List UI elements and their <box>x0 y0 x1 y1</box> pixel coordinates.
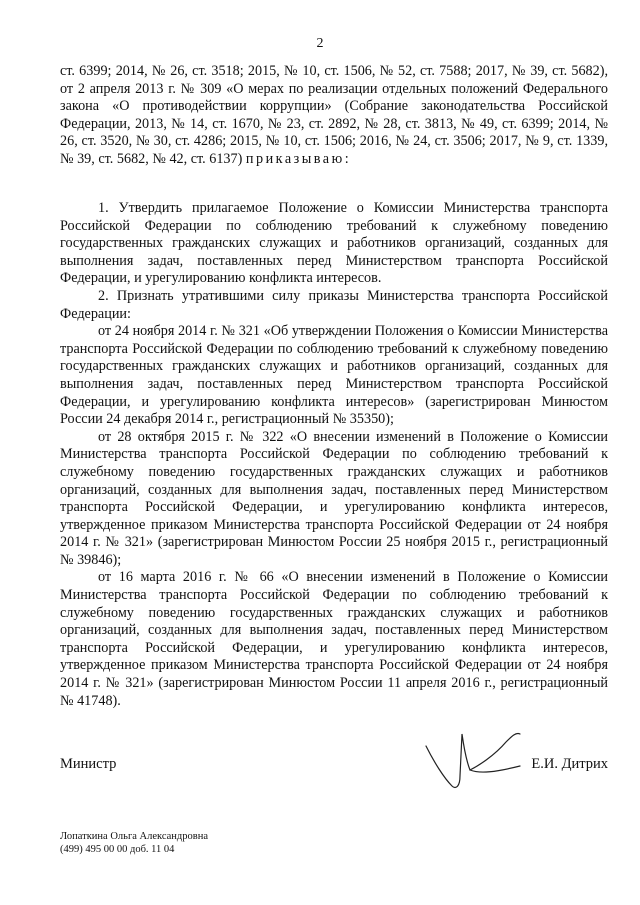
signatory-title: Министр <box>60 756 117 772</box>
preamble-body: ст. 6399; 2014, № 26, ст. 3518; 2015, № 10, ст. 1506, № 52, ст. 7588; 2017, № 39, ст. 5682), от 2 апреля 2013 г. № 309 «О мерах по реализации отдельных положений Федерального закона «О противодействии коррупции» (Собрание законодательства Российской Федерации, 2013, № 14, ст. 1670, № 23, ст. 2892, № 28, ст. 3813, № 49, ст. 6399; 2014, № 26, ст. 3520, № 30, ст. 4286; 2015, № 10, ст. 1506; 2016, № 24, ст. 3506; 2017, № 9, ст. 1339, № 39, ст. 5682, № 42, ст. 6137) <box>60 63 608 167</box>
page-number: 2 <box>316 36 324 51</box>
handwritten-signature <box>420 726 540 798</box>
order-item-1: 1. Утвердить прилагаемое Положение о Комиссии Министерства транспорта Российской Федерации по соблюдению требований к служебному поведению государственных гражданских служащих и работников организаций, созданных для выполнения задач, поставленных перед Министерством транспорта Российской Федерации, и урегулированию конфликта интересов. <box>60 200 608 287</box>
signature-block <box>60 748 608 788</box>
preamble-paragraph <box>60 63 608 169</box>
order-word: приказываю: <box>245 150 352 167</box>
executor-name: Лопаткина Ольга Александровна <box>60 831 209 842</box>
repealed-order-1: от 24 ноября 2014 г. № 321 «Об утверждении Положения о Комиссии Министерства транспорта Российской Федерации по соблюдению требований к служебному поведению государственных гражданских служащих и работников организаций, созданных для выполнения задач, поставленных перед Министерством транспорта Российской Федерации, и урегулированию конфликта интересов» (зарегистрирован Минюстом России 24 декабря 2014 г., регистрационный № 35350); <box>60 323 608 428</box>
order-item-2: 2. Признать утратившими силу приказы Министерства транспорта Российской Федерации: <box>60 287 608 322</box>
repealed-order-3: от 16 марта 2016 г. № 66 «О внесении изменений в Положение о Комиссии Министерства транспорта Российской Федерации по соблюдению требований к служебному поведению государственных гражданских служащих и работников организаций, созданных для выполнения задач, поставленных перед Министерством транспорта Российской Федерации, и урегулированию конфликта интересов, утвержденное приказом Министерства транспорта Российской Федерации от 24 ноября 2014 г. № 321» (зарегистрирован Минюстом России 11 апреля 2016 г., регистрационный № 41748). <box>60 569 608 709</box>
signatory-name: Е.И. Дитрих <box>531 756 608 772</box>
order-items <box>60 200 608 710</box>
executor-phone: (499) 495 00 00 доб. 11 04 <box>60 843 175 855</box>
executor-contact <box>60 831 208 856</box>
preamble-text <box>60 63 608 169</box>
repealed-order-2: от 28 октября 2015 г. № 322 «О внесении изменений в Положение о Комиссии Министерства транспорта Российской Федерации по соблюдению требований к служебному поведению государственных гражданских служащих и работников организаций, созданных для выполнения задач, поставленных перед Министерством транспорта Российской Федерации, и урегулированию конфликта интересов, утвержденное приказом Министерства транспорта Российской Федерации от 24 ноября 2014 г. № 321» (зарегистрирован Минюстом России 25 ноября 2015 г., регистрационный № 39846); <box>60 428 608 568</box>
